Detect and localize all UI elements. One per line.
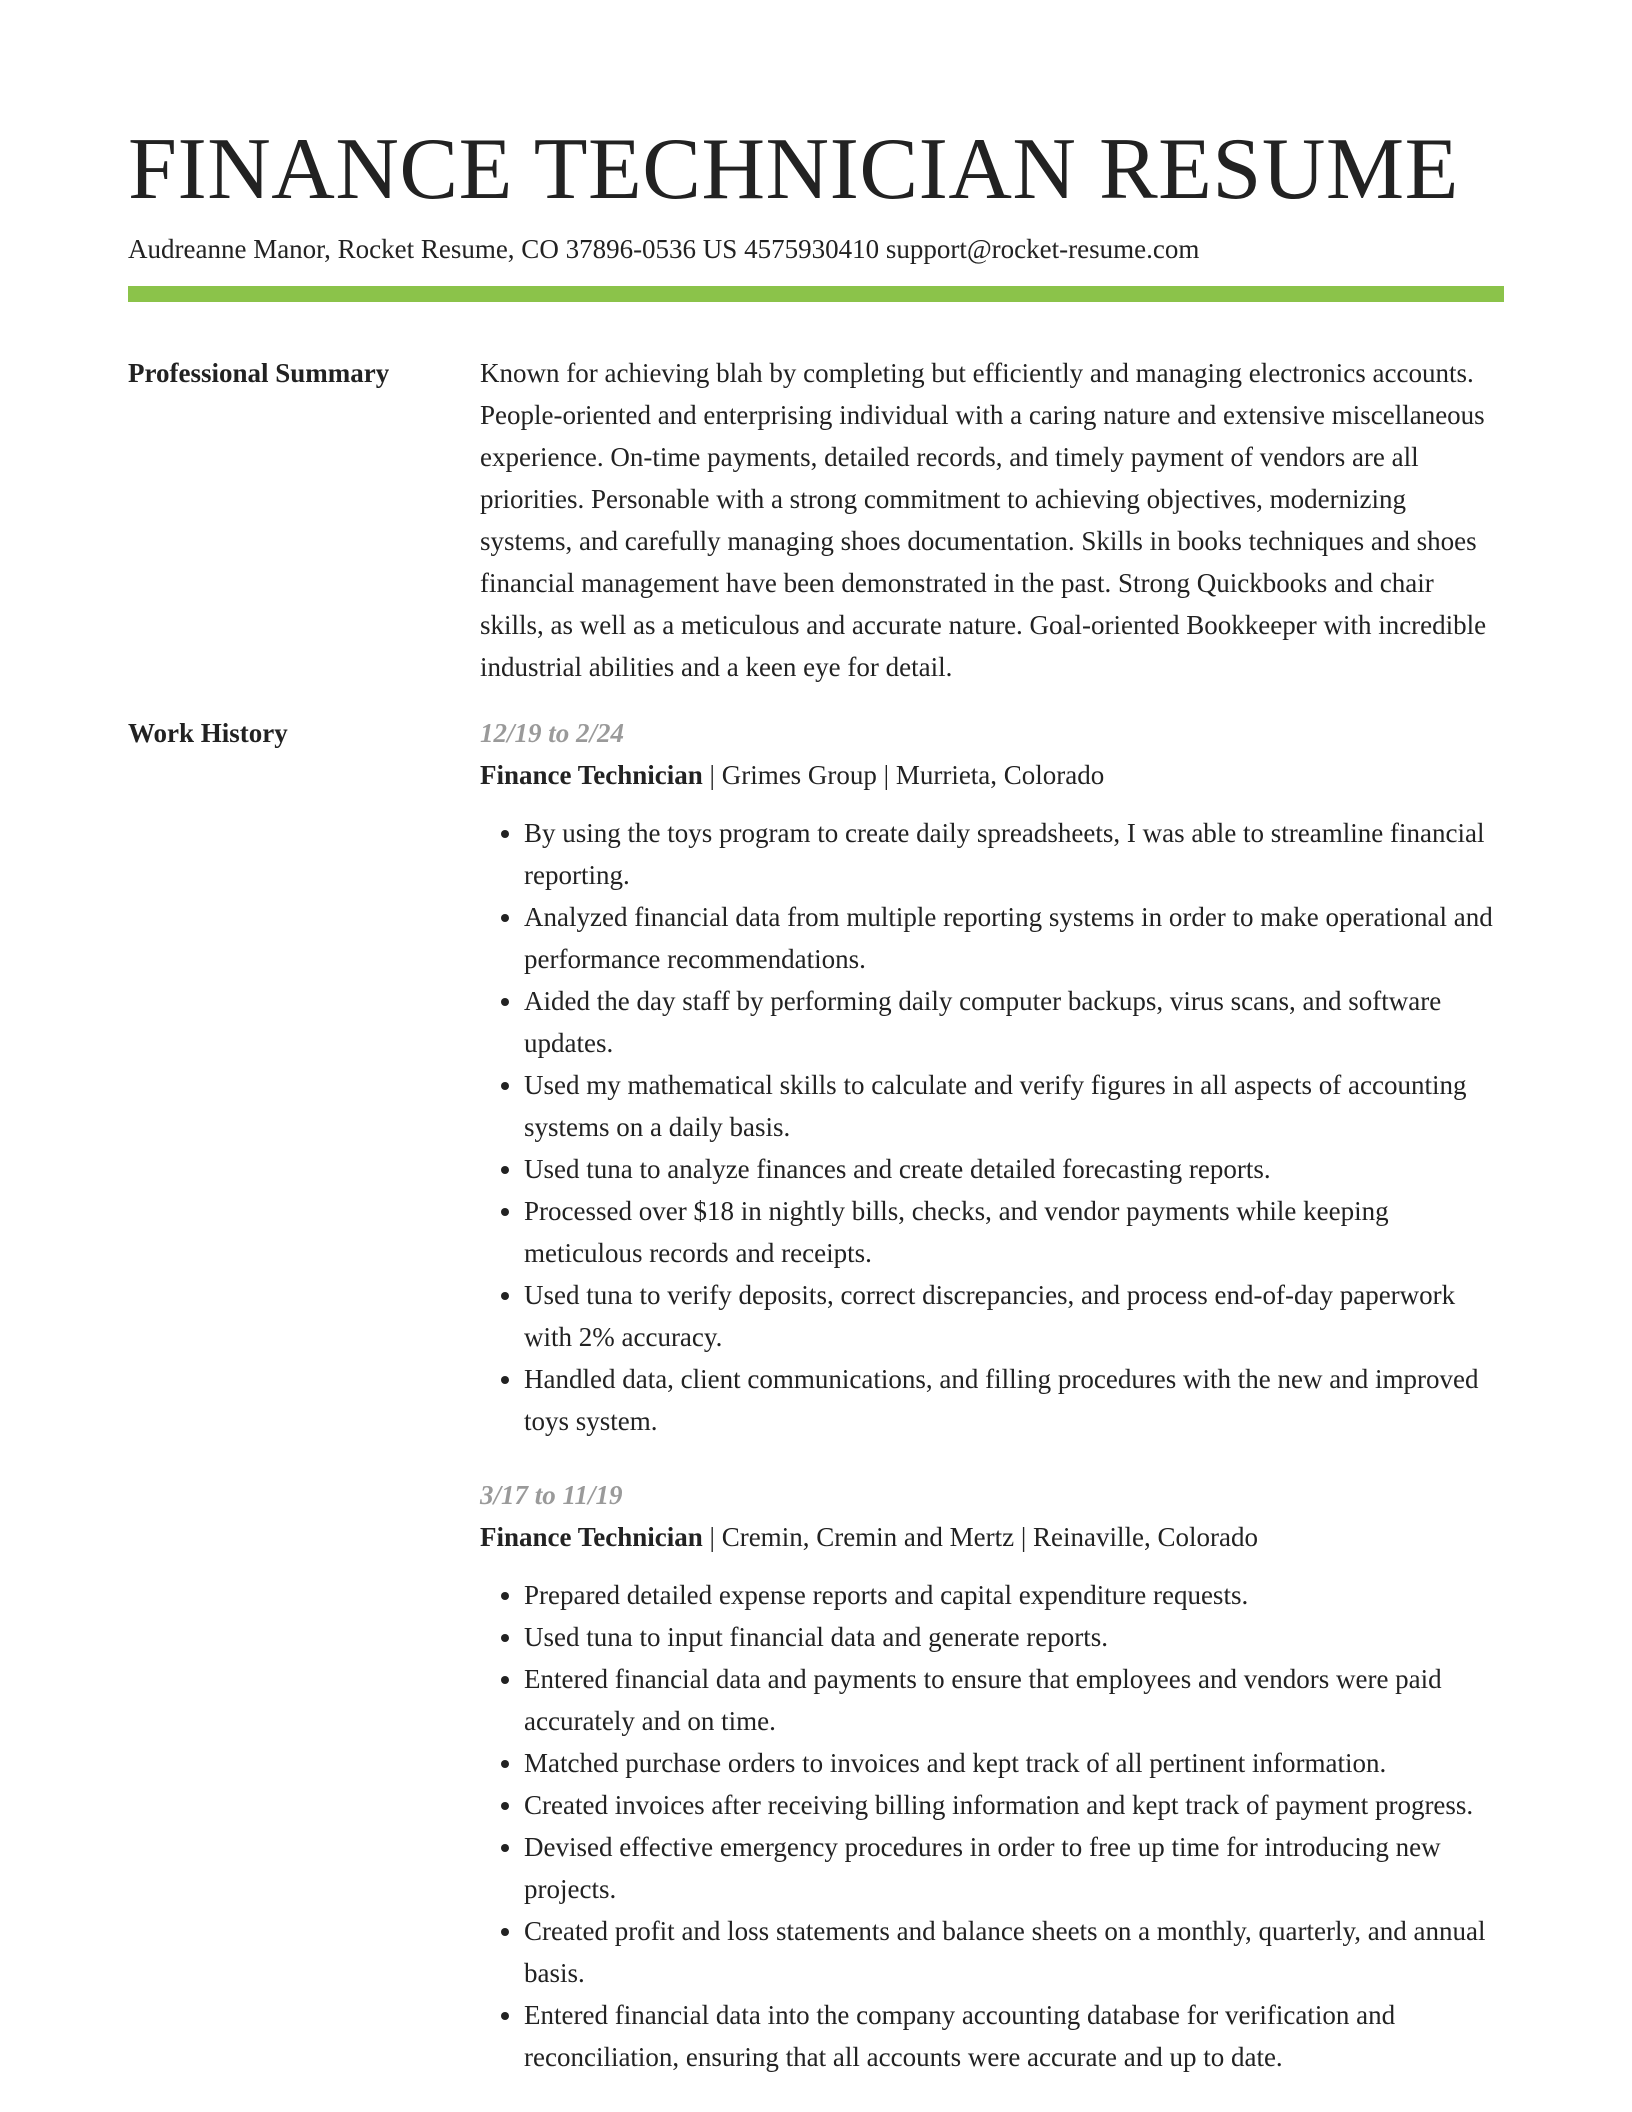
summary-text: Known for achieving blah by completing but efficiently and managing electronics accounts. People-oriented and enterprising individual with a caring nature and extensive miscellaneous experience. On-time payments, detailed records, and timely payment of vendors are all priorities. Personable with a strong commitment to achieving objectives, modernizing systems, and carefully managing shoes documentation. Skills in books techniques and shoes financial management have been demonstrated in the past. Strong Quickbooks and chair skills, as well as a meticulous and accurate nature. Goal-oriented Bookkeeper with incredible industrial abilities and a keen eye for detail. [480,358,1487,682]
job-entry [480,1474,1504,2078]
job-details: | Cremin, Cremin and Mertz | Reinaville, Colorado [702,1522,1258,1552]
job-duty: • Used tuna to analyze finances and create detailed forecasting reports. [524,1148,1504,1190]
work-history-body [480,712,1504,2078]
job-dates: 3/17 to 11/19 [480,1480,623,1510]
job-title: Finance Technician [480,1522,703,1552]
summary-heading: Professional Summary [128,358,390,388]
header-divider [128,286,1504,302]
summary-section [128,352,1504,688]
resume-page [128,120,1504,2078]
job-duties-list [480,1574,1504,2078]
job-duty: • Processed over $18 in nightly bills, checks, and vendor payments while keeping meticulous records and receipts. [524,1190,1504,1274]
job-duty: • Handled data, client communications, and filling procedures with the new and improved toys system. [524,1358,1504,1442]
job-duty: • Matched purchase orders to invoices and kept track of all pertinent information. [524,1742,1504,1784]
job-duty: • Aided the day staff by performing daily computer backups, virus scans, and software updates. [524,980,1504,1064]
job-duty: • Analyzed financial data from multiple reporting systems in order to make operational and performance recommendations. [524,896,1504,980]
work-history-heading: Work History [128,718,288,748]
job-duty: • Devised effective emergency procedures in order to free up time for introducing new projects. [524,1826,1504,1910]
job-duty: • Used my mathematical skills to calculate and verify figures in all aspects of accounting systems on a daily basis. [524,1064,1504,1148]
job-duties-list [480,812,1504,1442]
job-duty: • Created invoices after receiving billing information and kept track of payment progress. [524,1784,1504,1826]
summary-body [480,352,1504,688]
work-history-section [128,712,1504,2078]
job-details: | Grimes Group | Murrieta, Colorado [702,760,1105,790]
job-duty: • Used tuna to input financial data and generate reports. [524,1616,1504,1658]
job-title: Finance Technician [480,760,703,790]
job-dates: 12/19 to 2/24 [480,718,625,748]
job-duty: • Entered financial data into the company accounting database for verification and reconciliation, ensuring that all accounts were accurate and up to date. [524,1994,1504,2078]
job-duty: • Entered financial data and payments to ensure that employees and vendors were paid accurately and on time. [524,1658,1504,1742]
job-heading [480,1516,1504,1558]
job-duty: • Prepared detailed expense reports and capital expenditure requests. [524,1574,1504,1616]
job-entry [480,712,1504,1442]
resume-title: FINANCE TECHNICIAN RESUME [128,121,1459,218]
job-duty: • By using the toys program to create daily spreadsheets, I was able to streamline financial reporting. [524,812,1504,896]
contact-info: Audreanne Manor, Rocket Resume, CO 37896-0536 US 4575930410 support@rocket-resume.com [128,234,1200,264]
job-duty: • Used tuna to verify deposits, correct discrepancies, and process end-of-day paperwork with 2% accuracy. [524,1274,1504,1358]
job-duty: • Created profit and loss statements and balance sheets on a monthly, quarterly, and annual basis. [524,1910,1504,1994]
job-heading [480,754,1504,796]
